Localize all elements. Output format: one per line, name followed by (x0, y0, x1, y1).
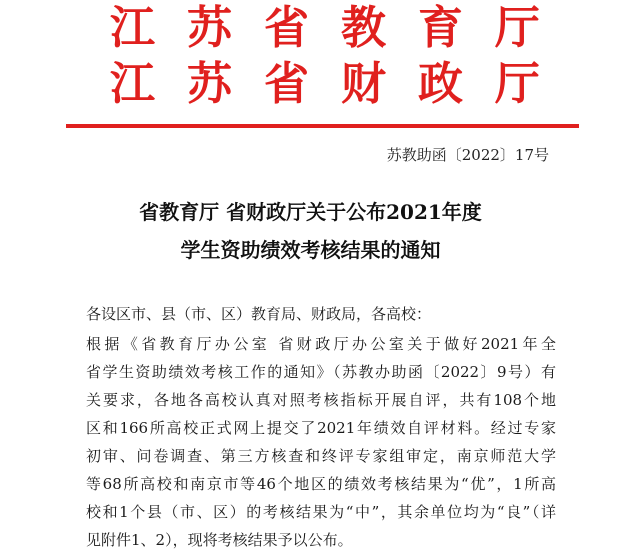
document-number: 苏教助函〔2022〕17号 (386, 146, 549, 164)
issuer-char: 教 (340, 1, 386, 54)
issuer-char: 省 (263, 57, 309, 110)
issuer-char: 财 (340, 57, 386, 110)
document-title-line-1: 省教育厅 省财政厅关于公布2021年度 (139, 200, 482, 224)
paragraph-line: 区和166所高校正式网上提交了2021年绩效自评材料。经过专家 (86, 419, 556, 437)
issuer-char: 江 (110, 57, 156, 110)
issuer-char: 省 (263, 1, 309, 54)
issuer-char: 苏 (186, 57, 232, 110)
paragraph-line: 见附件1、2），现将考核结果予以公布。 (86, 531, 353, 549)
paragraph-line: 根据《省教育厅办公室 省财政厅办公室关于做好2021年全 (86, 335, 556, 353)
letterhead (0, 0, 621, 140)
issuer-char: 厅 (494, 57, 540, 110)
issuer-char: 厅 (494, 1, 540, 54)
issuer-char: 育 (417, 1, 463, 54)
paragraph-line: 省学生资助绩效考核工作的通知》（苏教办助函〔2022〕9号）有 (86, 363, 556, 381)
issuer-finance-department (110, 58, 540, 110)
issuer-char: 江 (110, 1, 156, 54)
issuer-education-department (110, 2, 540, 54)
issuer-char: 政 (417, 57, 463, 110)
paragraph-line: 等68所高校和南京市等46个地区的绩效考核结果为“优”，1所高 (86, 475, 556, 493)
paragraph-line: 校和1个县（市、区）的考核结果为“中”，其余单位均为“良”（详 (86, 503, 556, 521)
red-divider-rule (66, 124, 579, 128)
document-title-line-2: 学生资助绩效考核结果的通知 (180, 238, 441, 262)
paragraph-line: 初审、问卷调查、第三方核查和终评专家组审定，南京师范大学 (86, 447, 556, 465)
salutation: 各设区市、县（市、区）教育局、财政局，各高校： (86, 305, 432, 323)
paragraph-line: 关要求，各地各高校认真对照考核指标开展自评，共有108个地 (86, 391, 556, 409)
issuer-char: 苏 (186, 1, 232, 54)
